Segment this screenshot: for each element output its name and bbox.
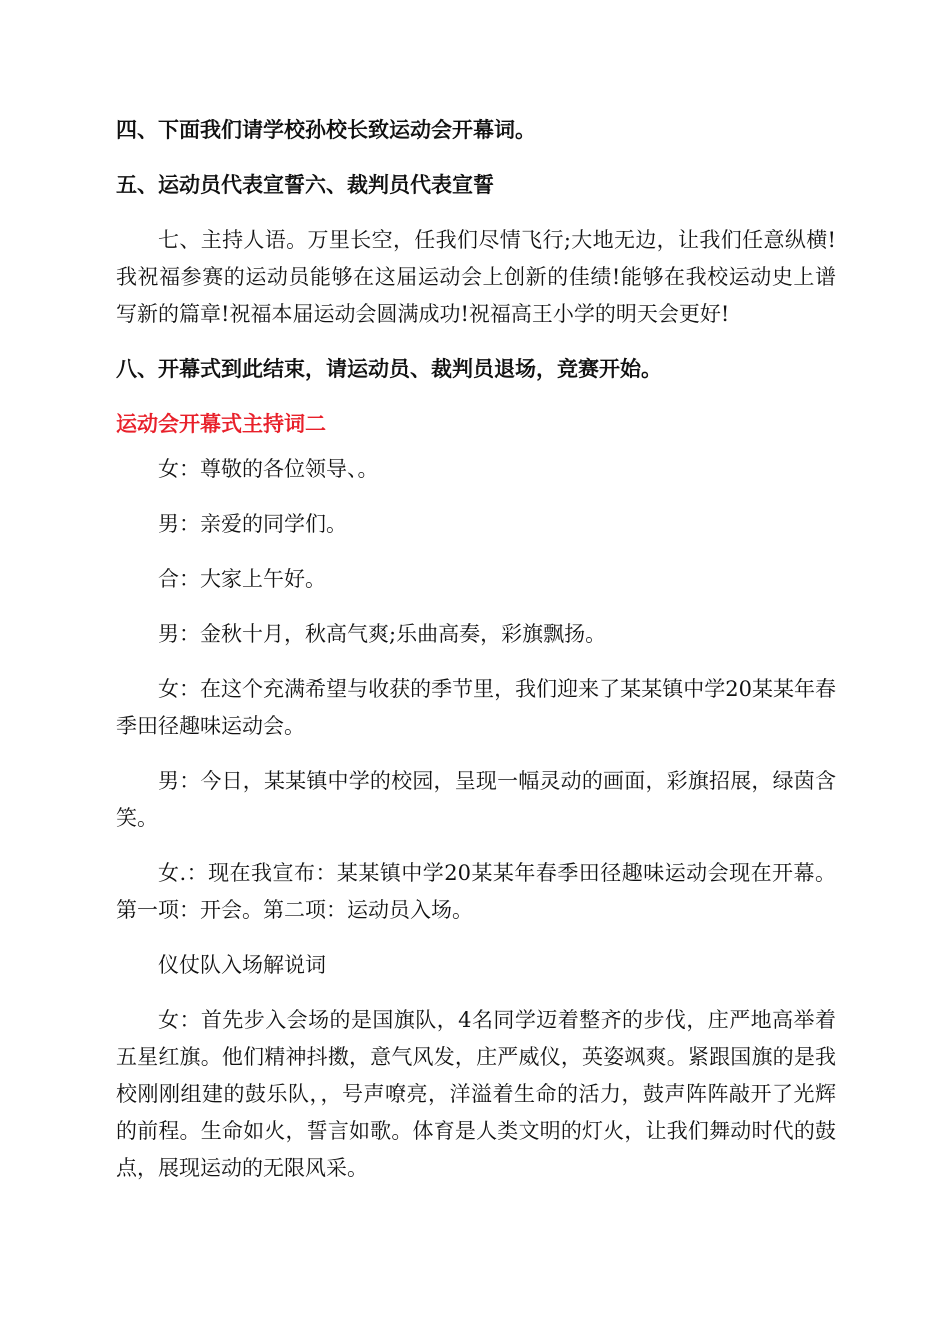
item-5-6-heading: 五、运动员代表宣誓六、裁判员代表宣誓: [116, 173, 494, 197]
subsection-label: 仪仗队入场解说词: [158, 953, 326, 977]
dialogue-line: 女.：现在我宣布：某某镇中学20某某年春季田径趣味运动会现在开幕。第一项：开会。第二项：运动员入场。: [116, 861, 836, 922]
dialogue-line: 男：金秋十月，秋高气爽;乐曲高奏，彩旗飘扬。: [158, 622, 607, 646]
item-8-heading: 八、开幕式到此结束，请运动员、裁判员退场，竞赛开始。: [116, 357, 662, 381]
document-body: [116, 112, 836, 1205]
dialogue-line: 男：亲爱的同学们。: [158, 512, 347, 536]
dialogue-line: 女：在这个充满希望与收获的季节里，我们迎来了某某镇中学20某某年春季田径趣味运动会。: [116, 677, 836, 738]
item-7-paragraph: 七、主持人语。万里长空，任我们尽情飞行;大地无边，让我们任意纵横!我祝福参赛的运动员能够在这届运动会上创新的佳绩!能够在我校运动史上谱写新的篇章!祝福本届运动会圆满成功!祝福高王小学的明天会更好!: [116, 228, 836, 326]
dialogue-line: 男：今日，某某镇中学的校园，呈现一幅灵动的画面，彩旗招展，绿茵含笑。: [116, 769, 836, 830]
dialogue-line: 女：尊敬的各位领导、。: [158, 457, 379, 481]
section-title: 运动会开幕式主持词二: [116, 412, 326, 436]
dialogue-line: 女：首先步入会场的是国旗队，4名同学迈着整齐的步伐，庄严地高举着五星红旗。他们精神抖擞，意气风发，庄严威仪，英姿飒爽。紧跟国旗的是我校刚刚组建的鼓乐队，，号声嘹亮，洋溢着生命的活力，鼓声阵阵敲开了光辉的前程。生命如火，誓言如歌。体育是人类文明的灯火，让我们舞动时代的鼓点，展现运动的无限风采。: [116, 1008, 836, 1180]
dialogue-line: 合：大家上午好。: [158, 567, 326, 591]
item-4-heading: 四、下面我们请学校孙校长致运动会开幕词。: [116, 118, 536, 142]
